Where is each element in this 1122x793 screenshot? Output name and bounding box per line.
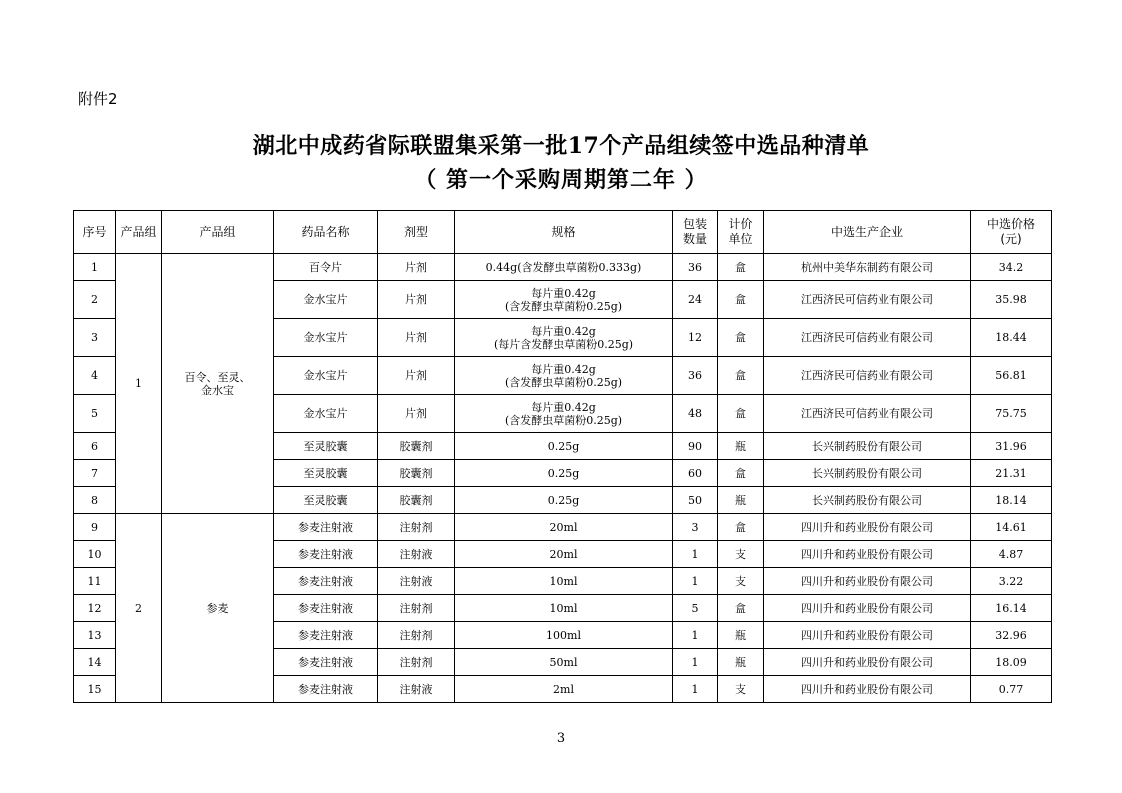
header-company: 中选生产企业 bbox=[764, 211, 971, 254]
cell-dosage-form: 注射剂 bbox=[378, 595, 455, 622]
cell-price: 75.75 bbox=[971, 395, 1052, 433]
cell-spec bbox=[455, 568, 673, 595]
cell-spec bbox=[455, 595, 673, 622]
cell-seq: 12 bbox=[74, 595, 116, 622]
cell-seq: 3 bbox=[74, 319, 116, 357]
cell-dosage-form: 胶囊剂 bbox=[378, 433, 455, 460]
document-subtitle: （ 第一个采购周期第二年 ） bbox=[414, 167, 708, 193]
cell-unit: 盒 bbox=[718, 514, 764, 541]
header-pack-qty bbox=[673, 211, 718, 254]
cell-pack-qty: 48 bbox=[673, 395, 718, 433]
cell-pack-qty: 24 bbox=[673, 281, 718, 319]
cell-drug-name: 参麦注射液 bbox=[274, 514, 378, 541]
group-line1: 百令、至灵、 bbox=[184, 370, 251, 384]
cell-drug-name: 金水宝片 bbox=[274, 281, 378, 319]
cell-spec bbox=[455, 254, 673, 281]
cell-company: 四川升和药业股份有限公司 bbox=[764, 649, 971, 676]
cell-spec bbox=[455, 676, 673, 703]
cell-group bbox=[162, 514, 274, 703]
cell-unit: 支 bbox=[718, 676, 764, 703]
spec-line2: (每片含发酵虫草菌粉0.25g) bbox=[493, 337, 634, 351]
cell-spec bbox=[455, 487, 673, 514]
spec-line1: 0.25g bbox=[547, 493, 580, 507]
cell-dosage-form: 片剂 bbox=[378, 319, 455, 357]
cell-drug-name: 参麦注射液 bbox=[274, 622, 378, 649]
cell-unit: 瓶 bbox=[718, 487, 764, 514]
cell-pack-qty: 36 bbox=[673, 357, 718, 395]
spec-line1: 0.44g(含发酵虫草菌粉0.333g) bbox=[485, 260, 642, 274]
cell-company: 四川升和药业股份有限公司 bbox=[764, 568, 971, 595]
cell-pack-qty: 5 bbox=[673, 595, 718, 622]
cell-unit: 盒 bbox=[718, 595, 764, 622]
cell-drug-name: 金水宝片 bbox=[274, 357, 378, 395]
cell-company: 四川升和药业股份有限公司 bbox=[764, 541, 971, 568]
cell-drug-name: 参麦注射液 bbox=[274, 676, 378, 703]
cell-price: 56.81 bbox=[971, 357, 1052, 395]
spec-line1: 每片重0.42g bbox=[531, 362, 596, 376]
cell-seq: 15 bbox=[74, 676, 116, 703]
cell-price: 32.96 bbox=[971, 622, 1052, 649]
cell-pack-qty: 1 bbox=[673, 622, 718, 649]
spec-line1: 0.25g bbox=[547, 439, 580, 453]
cell-company: 江西济民可信药业有限公司 bbox=[764, 319, 971, 357]
cell-group-no: 1 bbox=[116, 254, 162, 514]
cell-price: 4.87 bbox=[971, 541, 1052, 568]
cell-drug-name: 参麦注射液 bbox=[274, 541, 378, 568]
cell-spec bbox=[455, 460, 673, 487]
cell-seq: 6 bbox=[74, 433, 116, 460]
cell-pack-qty: 1 bbox=[673, 676, 718, 703]
cell-drug-name: 参麦注射液 bbox=[274, 568, 378, 595]
cell-pack-qty: 60 bbox=[673, 460, 718, 487]
cell-spec bbox=[455, 514, 673, 541]
cell-price: 31.96 bbox=[971, 433, 1052, 460]
cell-company: 长兴制药股份有限公司 bbox=[764, 487, 971, 514]
header-unit bbox=[718, 211, 764, 254]
spec-line2: (含发酵虫草菌粉0.25g) bbox=[504, 299, 623, 313]
cell-unit: 瓶 bbox=[718, 649, 764, 676]
cell-price: 18.09 bbox=[971, 649, 1052, 676]
cell-unit: 瓶 bbox=[718, 433, 764, 460]
cell-dosage-form: 注射剂 bbox=[378, 514, 455, 541]
cell-price: 16.14 bbox=[971, 595, 1052, 622]
cell-seq: 1 bbox=[74, 254, 116, 281]
cell-pack-qty: 50 bbox=[673, 487, 718, 514]
cell-company: 江西济民可信药业有限公司 bbox=[764, 281, 971, 319]
cell-dosage-form: 片剂 bbox=[378, 357, 455, 395]
cell-dosage-form: 注射液 bbox=[378, 568, 455, 595]
cell-drug-name: 至灵胶囊 bbox=[274, 433, 378, 460]
cell-group bbox=[162, 254, 274, 514]
header-drug-name: 药品名称 bbox=[274, 211, 378, 254]
header-unit-line2: 单位 bbox=[728, 232, 753, 246]
header-price-line2: (元) bbox=[1000, 232, 1022, 246]
spec-line2: (含发酵虫草菌粉0.25g) bbox=[504, 375, 623, 389]
spec-line1: 50ml bbox=[549, 655, 578, 669]
cell-drug-name: 百令片 bbox=[274, 254, 378, 281]
table-body bbox=[74, 254, 1052, 703]
cell-unit: 支 bbox=[718, 541, 764, 568]
cell-dosage-form: 片剂 bbox=[378, 395, 455, 433]
cell-unit: 支 bbox=[718, 568, 764, 595]
spec-line1: 20ml bbox=[549, 520, 578, 534]
cell-company: 四川升和药业股份有限公司 bbox=[764, 622, 971, 649]
header-seq: 序号 bbox=[74, 211, 116, 254]
spec-line1: 每片重0.42g bbox=[531, 286, 596, 300]
spec-line1: 10ml bbox=[549, 601, 578, 615]
header-pack-line2: 数量 bbox=[682, 232, 707, 246]
cell-pack-qty: 1 bbox=[673, 649, 718, 676]
spec-line1: 每片重0.42g bbox=[531, 400, 596, 414]
cell-unit: 盒 bbox=[718, 357, 764, 395]
cell-dosage-form: 胶囊剂 bbox=[378, 487, 455, 514]
header-price bbox=[971, 211, 1052, 254]
cell-spec bbox=[455, 395, 673, 433]
header-pack-line1: 包装 bbox=[682, 217, 707, 231]
cell-pack-qty: 36 bbox=[673, 254, 718, 281]
cell-drug-name: 参麦注射液 bbox=[274, 595, 378, 622]
cell-pack-qty: 1 bbox=[673, 541, 718, 568]
cell-drug-name: 参麦注射液 bbox=[274, 649, 378, 676]
cell-unit: 盒 bbox=[718, 254, 764, 281]
cell-dosage-form: 注射液 bbox=[378, 676, 455, 703]
cell-price: 21.31 bbox=[971, 460, 1052, 487]
table-row bbox=[74, 514, 1052, 541]
cell-spec bbox=[455, 622, 673, 649]
header-dosage-form: 剂型 bbox=[378, 211, 455, 254]
spec-line1: 20ml bbox=[549, 547, 578, 561]
spec-line1: 每片重0.42g bbox=[531, 324, 596, 338]
cell-price: 14.61 bbox=[971, 514, 1052, 541]
cell-seq: 13 bbox=[74, 622, 116, 649]
cell-company: 四川升和药业股份有限公司 bbox=[764, 595, 971, 622]
selected-products-table bbox=[73, 210, 1052, 703]
header-unit-line1: 计价 bbox=[728, 217, 753, 231]
cell-unit: 盒 bbox=[718, 460, 764, 487]
cell-price: 0.77 bbox=[971, 676, 1052, 703]
cell-dosage-form: 注射液 bbox=[378, 541, 455, 568]
attachment-label: 附件2 bbox=[78, 90, 118, 108]
spec-line2: (含发酵虫草菌粉0.25g) bbox=[504, 413, 623, 427]
document-title: 湖北中成药省际联盟集采第一批17个产品组续签中选品种清单 bbox=[252, 133, 870, 159]
table-header-row bbox=[74, 211, 1052, 254]
cell-company: 长兴制药股份有限公司 bbox=[764, 460, 971, 487]
cell-dosage-form: 注射剂 bbox=[378, 622, 455, 649]
table-row bbox=[74, 254, 1052, 281]
cell-unit: 盒 bbox=[718, 395, 764, 433]
cell-drug-name: 至灵胶囊 bbox=[274, 460, 378, 487]
cell-spec bbox=[455, 433, 673, 460]
group-line1: 参麦 bbox=[206, 601, 229, 615]
header-spec: 规格 bbox=[455, 211, 673, 254]
cell-pack-qty: 90 bbox=[673, 433, 718, 460]
cell-seq: 14 bbox=[74, 649, 116, 676]
cell-company: 江西济民可信药业有限公司 bbox=[764, 395, 971, 433]
cell-dosage-form: 片剂 bbox=[378, 254, 455, 281]
cell-unit: 瓶 bbox=[718, 622, 764, 649]
cell-unit: 盒 bbox=[718, 319, 764, 357]
cell-price: 34.2 bbox=[971, 254, 1052, 281]
cell-spec bbox=[455, 281, 673, 319]
cell-seq: 4 bbox=[74, 357, 116, 395]
cell-price: 3.22 bbox=[971, 568, 1052, 595]
cell-seq: 10 bbox=[74, 541, 116, 568]
cell-company: 江西济民可信药业有限公司 bbox=[764, 357, 971, 395]
cell-seq: 8 bbox=[74, 487, 116, 514]
cell-pack-qty: 12 bbox=[673, 319, 718, 357]
cell-company: 长兴制药股份有限公司 bbox=[764, 433, 971, 460]
header-group: 产品组 bbox=[162, 211, 274, 254]
cell-dosage-form: 胶囊剂 bbox=[378, 460, 455, 487]
cell-price: 18.44 bbox=[971, 319, 1052, 357]
cell-spec bbox=[455, 319, 673, 357]
cell-group-no: 2 bbox=[116, 514, 162, 703]
cell-seq: 11 bbox=[74, 568, 116, 595]
cell-seq: 9 bbox=[74, 514, 116, 541]
cell-dosage-form: 片剂 bbox=[378, 281, 455, 319]
cell-dosage-form: 注射剂 bbox=[378, 649, 455, 676]
spec-line1: 2ml bbox=[553, 682, 574, 696]
cell-spec bbox=[455, 649, 673, 676]
cell-pack-qty: 3 bbox=[673, 514, 718, 541]
page-number: 3 bbox=[556, 731, 566, 746]
cell-company: 四川升和药业股份有限公司 bbox=[764, 676, 971, 703]
header-price-line1: 中选价格 bbox=[986, 217, 1035, 231]
cell-drug-name: 金水宝片 bbox=[274, 395, 378, 433]
cell-drug-name: 至灵胶囊 bbox=[274, 487, 378, 514]
spec-line1: 100ml bbox=[546, 628, 581, 642]
cell-spec bbox=[455, 541, 673, 568]
cell-seq: 5 bbox=[74, 395, 116, 433]
cell-company: 四川升和药业股份有限公司 bbox=[764, 514, 971, 541]
cell-drug-name: 金水宝片 bbox=[274, 319, 378, 357]
cell-seq: 2 bbox=[74, 281, 116, 319]
cell-seq: 7 bbox=[74, 460, 116, 487]
spec-line1: 0.25g bbox=[547, 466, 580, 480]
header-group-no: 产品组 bbox=[116, 211, 162, 254]
cell-price: 35.98 bbox=[971, 281, 1052, 319]
cell-unit: 盒 bbox=[718, 281, 764, 319]
cell-pack-qty: 1 bbox=[673, 568, 718, 595]
group-line2: 金水宝 bbox=[201, 383, 234, 397]
cell-company: 杭州中美华东制药有限公司 bbox=[764, 254, 971, 281]
cell-price: 18.14 bbox=[971, 487, 1052, 514]
spec-line1: 10ml bbox=[549, 574, 578, 588]
cell-spec bbox=[455, 357, 673, 395]
